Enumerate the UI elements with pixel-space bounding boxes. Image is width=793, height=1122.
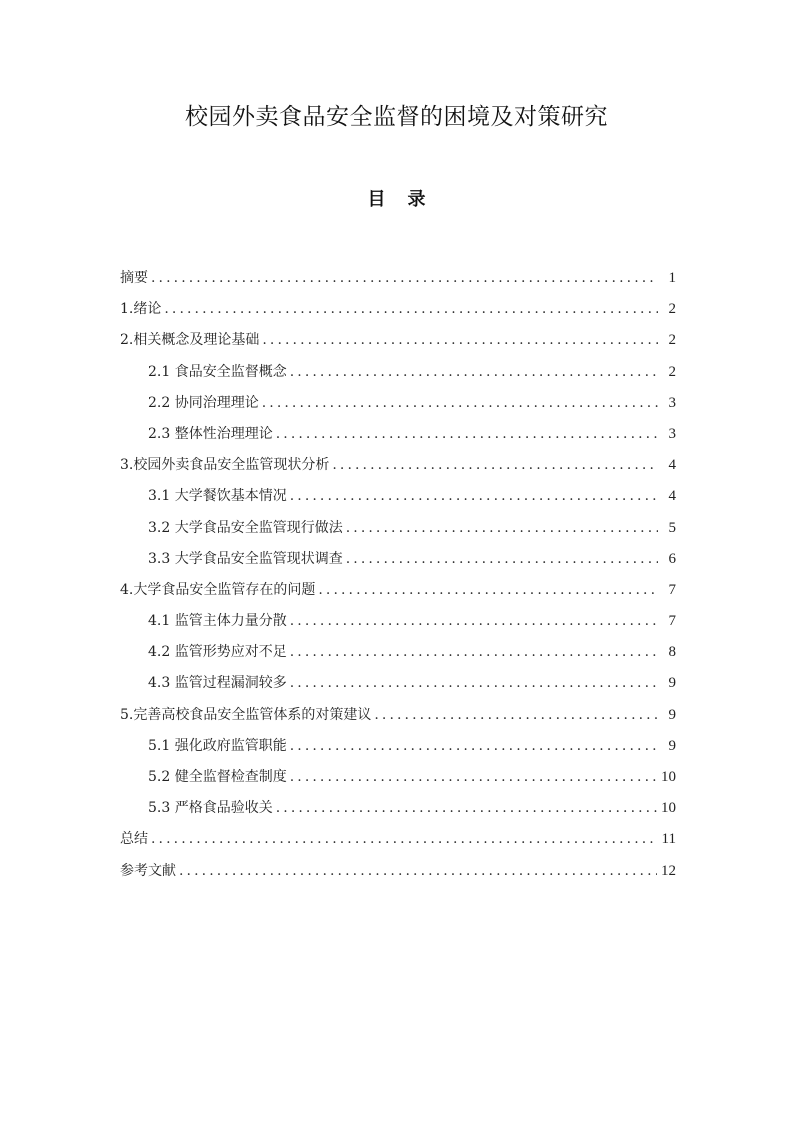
dot-leader [151,827,658,851]
toc-entry-section-3-1[interactable] [120,484,676,515]
toc-heading-right: 录 [407,189,426,210]
toc-entry-section-5-1[interactable] [120,734,676,765]
toc-entry-label: 4.大学食品安全监管存在的问题 [120,581,316,598]
toc-entry-chapter-5[interactable] [120,703,676,734]
dot-leader [151,266,658,290]
toc-entry-page: 6 [668,550,676,567]
dot-leader [290,765,657,789]
dot-leader [346,516,658,540]
toc-entry-label: 1.绪论 [120,301,162,318]
toc-entry-page: 7 [668,581,676,598]
toc-entry-page: 4 [668,488,676,505]
toc-entry-section-3-3[interactable] [120,547,676,578]
toc-heading [0,186,793,214]
toc-entry-page: 2 [668,301,676,318]
toc-entry-page: 3 [668,425,676,442]
toc-entry-page: 10 [661,800,676,817]
toc-entry-page: 8 [668,644,676,661]
toc-entry-introduction[interactable] [120,297,676,328]
toc-entry-label: 3.校园外卖食品安全监管现状分析 [120,457,330,474]
toc-entry-label: 2.相关概念及理论基础 [120,332,260,349]
dot-leader [290,484,658,508]
toc-entry-conclusion[interactable] [120,827,676,858]
toc-entry-page: 2 [668,332,676,349]
toc-entry-label: 总结 [120,831,148,848]
toc-entry-label: 5.1 强化政府监管职能 [148,737,287,754]
toc-entry-label: 3.1 大学餐饮基本情况 [148,488,287,505]
toc-entry-label: 5.2 健全监督检查制度 [148,769,287,785]
toc-entry-section-5-3[interactable] [120,796,676,827]
toc-entry-label: 5.3 严格食品验收关 [148,800,273,817]
toc-entry-page: 9 [668,706,676,723]
toc-entry-section-2-2[interactable] [120,391,676,422]
toc-entry-section-4-2[interactable] [120,640,676,671]
dot-leader [290,640,658,664]
toc-entry-label: 2.2 协同治理理论 [148,394,259,411]
toc-entry-label: 4.1 监管主体力量分散 [148,613,287,630]
dot-leader [332,453,658,477]
toc-entry-page: 9 [668,737,676,754]
toc-entry-label: 3.3 大学食品安全监管现状调查 [148,550,343,567]
toc-entry-label: 摘要 [120,270,148,286]
dot-leader [262,328,658,352]
dot-leader [290,609,658,633]
toc-entry-section-2-3[interactable] [120,422,676,453]
toc-entry-page: 12 [661,862,676,879]
toc-entry-section-5-2[interactable] [120,765,676,796]
toc-entry-label: 5.完善高校食品安全监管体系的对策建议 [120,706,372,723]
toc-entry-page: 2 [668,363,676,380]
toc-entry-section-3-2[interactable] [120,516,676,547]
toc-entry-section-4-3[interactable] [120,671,676,702]
toc-entry-chapter-3[interactable] [120,453,676,484]
toc-entry-label: 4.2 监管形势应对不足 [148,644,287,661]
toc-entry-page: 9 [668,675,676,692]
document-title: 校园外卖食品安全监督的困境及对策研究 [185,104,608,130]
toc-entry-label: 2.1 食品安全监督概念 [148,363,287,380]
toc-heading-left: 目 [367,189,386,210]
dot-leader [374,703,658,727]
toc-entry-page: 10 [661,769,676,785]
toc-entry-abstract[interactable] [120,266,676,297]
toc-entry-chapter-4[interactable] [120,578,676,609]
toc-entry-page: 5 [668,519,676,536]
dot-leader [164,297,658,321]
toc-entry-page: 7 [668,613,676,630]
dot-leader [262,391,658,415]
toc-entry-chapter-2[interactable] [120,328,676,359]
toc-entry-references[interactable] [120,859,676,890]
toc-entry-page: 4 [668,457,676,474]
dot-leader [290,734,658,758]
toc-entry-section-4-1[interactable] [120,609,676,640]
toc-entry-section-2-1[interactable] [120,360,676,391]
dot-leader [318,578,658,602]
dot-leader [179,859,657,883]
toc-entry-label: 2.3 整体性治理理论 [148,425,273,442]
toc-entry-page: 3 [668,394,676,411]
dot-leader [346,547,658,571]
toc-entry-label: 3.2 大学食品安全监管现行做法 [148,519,343,536]
toc-entry-page: 1 [668,270,676,286]
dot-leader [290,671,658,695]
dot-leader [276,796,657,820]
toc-entry-page: 11 [661,831,676,848]
table-of-contents [120,266,676,890]
dot-leader [290,360,658,384]
dot-leader [276,422,658,446]
toc-entry-label: 参考文献 [120,862,176,879]
toc-entry-label: 4.3 监管过程漏洞较多 [148,675,287,692]
